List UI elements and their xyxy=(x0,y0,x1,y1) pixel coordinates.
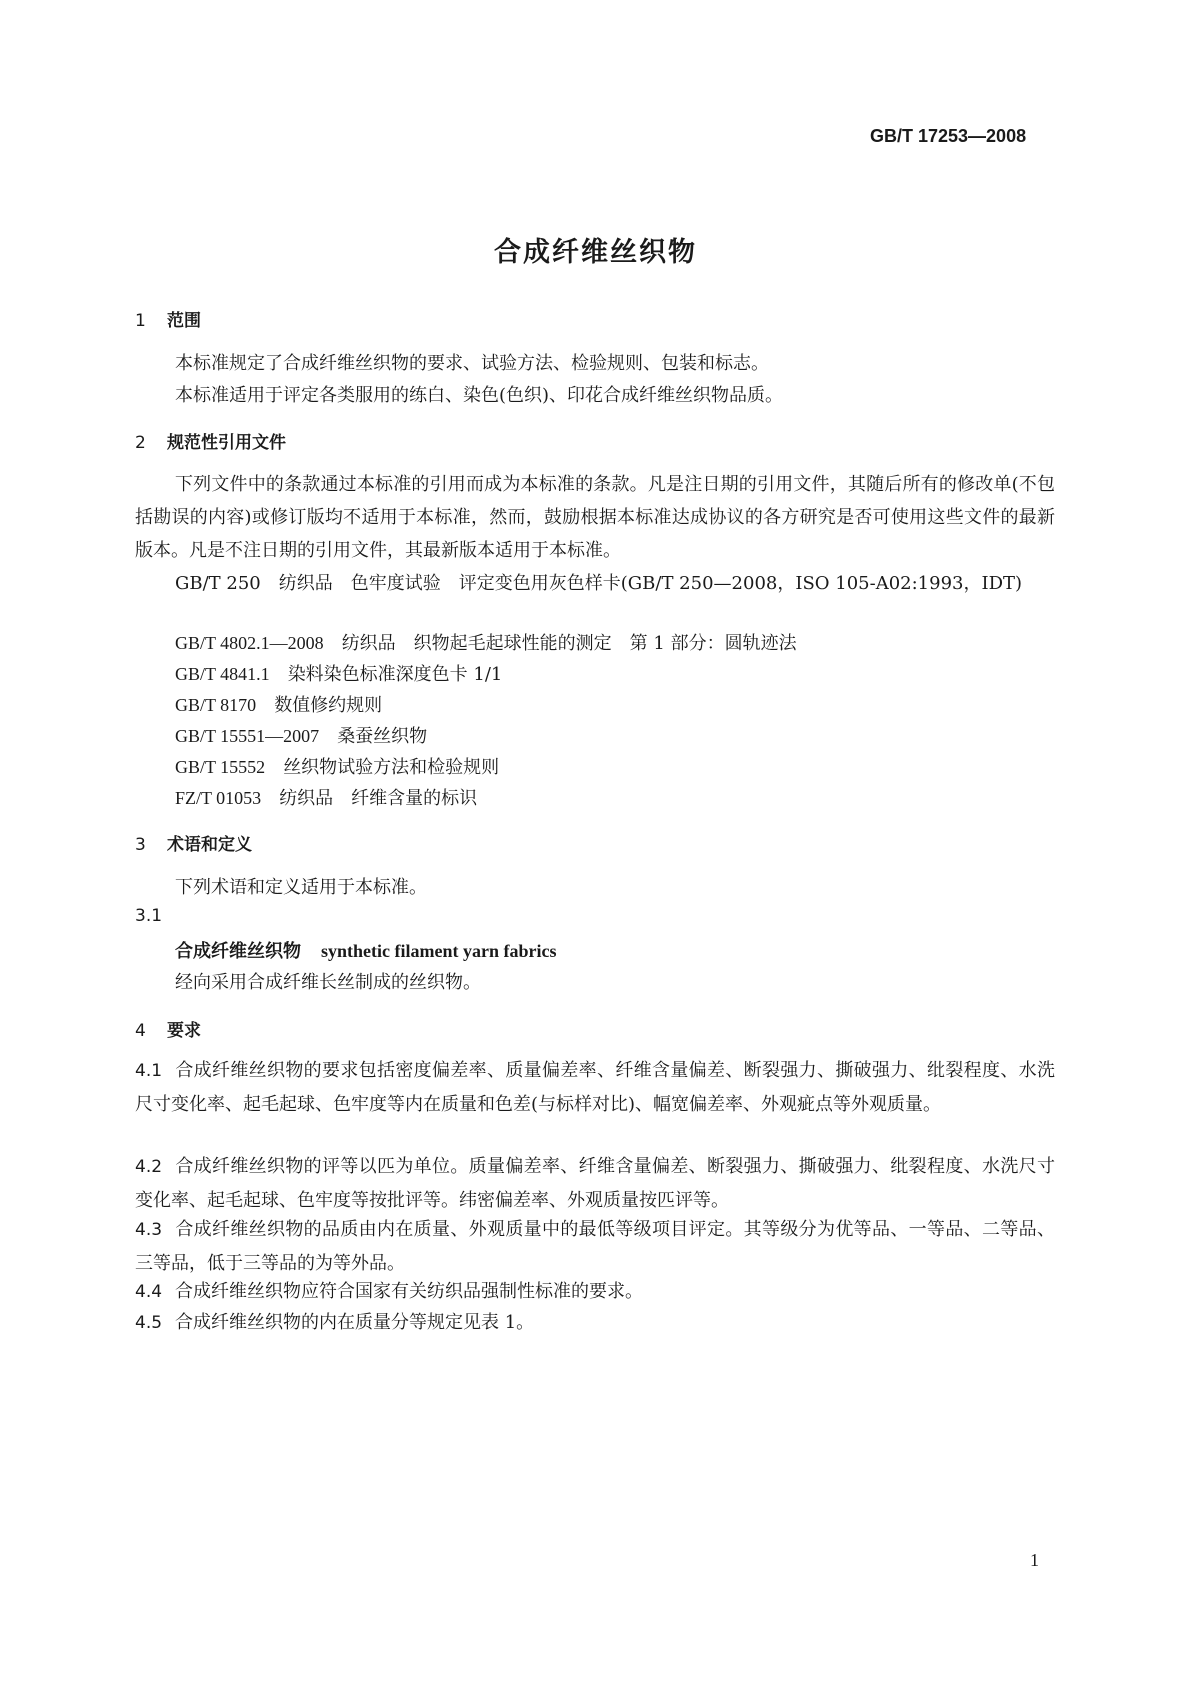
reference-title: 纺织品 织物起毛起球性能的测定 第 1 部分：圆轨迹法 xyxy=(341,633,797,654)
section-title: 要求 xyxy=(167,1021,201,1041)
reference-code: GB/T 15552 xyxy=(175,757,266,777)
clause xyxy=(135,1213,1055,1280)
reference-item xyxy=(175,784,477,810)
term-entry xyxy=(175,937,556,963)
clause xyxy=(135,1275,1055,1309)
section-heading-normative-references xyxy=(135,428,286,453)
clause xyxy=(135,1306,1055,1340)
clause-text: 合成纤维丝织物的内在质量分等规定见表 1。 xyxy=(175,1312,535,1333)
clause-number: 4.2 xyxy=(135,1157,163,1177)
clause-text: 合成纤维丝织物的品质由内在质量、外观质量中的最低等级项目评定。其等级分为优等品、一等品、二等品、三等品，低于三等品的为等外品。 xyxy=(135,1219,1055,1274)
term-english: synthetic filament yarn fabrics xyxy=(321,941,557,961)
reference-item xyxy=(175,722,427,748)
reference-item xyxy=(175,660,502,686)
clause-text: 合成纤维丝织物的要求包括密度偏差率、质量偏差率、纤维含量偏差、断裂强力、撕破强力、纰裂程度、水洗尺寸变化率、起毛起球、色牢度等内在质量和色差(与标样对比)、幅宽偏差率、外观疵点等外观质量。 xyxy=(135,1060,1055,1115)
reference-title: 丝织物试验方法和检验规则 xyxy=(283,757,500,778)
reference-item xyxy=(175,629,797,655)
clause-number: 4.1 xyxy=(135,1061,163,1081)
section-title: 规范性引用文件 xyxy=(167,433,286,453)
reference-title: 染料染色标准深度色卡 1/1 xyxy=(287,664,503,685)
section-title: 范围 xyxy=(167,311,201,331)
clause xyxy=(135,1150,1055,1217)
paragraph: 下列术语和定义适用于本标准。 xyxy=(175,877,427,898)
section-number: 3 xyxy=(135,835,146,855)
reference-title: 纺织品 纤维含量的标识 xyxy=(279,788,478,809)
reference-code: GB/T 15551—2007 xyxy=(175,726,320,746)
reference-code: GB/T 4802.1—2008 xyxy=(175,633,324,653)
reference-code: FZ/T 01053 xyxy=(175,788,262,808)
reference-code: GB/T 250 xyxy=(175,573,261,594)
section-title: 术语和定义 xyxy=(167,835,252,855)
paragraph: 本标准规定了合成纤维丝织物的要求、试验方法、检验规则、包装和标志。 xyxy=(175,353,769,374)
reference-title: 数值修约规则 xyxy=(274,695,383,716)
reference-title: 纺织品 色牢度试验 评定变色用灰色样卡(GB/T 250—2008，ISO 105-A02:1993，IDT) xyxy=(278,573,1023,594)
reference-code: GB/T 4841.1 xyxy=(175,664,270,684)
clause-number: 4.3 xyxy=(135,1220,163,1240)
section-number: 2 xyxy=(135,433,146,453)
section-number: 4 xyxy=(135,1021,146,1041)
page-number: 1 xyxy=(1030,1550,1039,1570)
clause-number: 4.5 xyxy=(135,1313,163,1333)
section-heading-requirements xyxy=(135,1016,201,1041)
term-definition: 经向采用合成纤维长丝制成的丝织物。 xyxy=(175,972,481,993)
clause-number: 4.4 xyxy=(135,1282,163,1302)
reference-item xyxy=(135,567,1055,600)
paragraph: 下列文件中的条款通过本标准的引用而成为本标准的条款。凡是注日期的引用文件，其随后所有的修改单(不包括勘误的内容)或修订版均不适用于本标准，然而，鼓励根据本标准达成协议的各方研究是否可使用这些文件的最新版本。凡是不注日期的引用文件，其最新版本适用于本标准。 xyxy=(135,474,1055,561)
paragraph: 本标准适用于评定各类服用的练白、染色(色织)、印花合成纤维丝织物品质。 xyxy=(175,385,784,406)
term-chinese: 合成纤维丝织物 xyxy=(175,941,301,962)
term-number: 3.1 xyxy=(135,906,163,926)
section-heading-terms-definitions xyxy=(135,830,252,855)
clause xyxy=(135,1054,1055,1121)
reference-code: GB/T 8170 xyxy=(175,695,257,715)
reference-title: 桑蚕丝织物 xyxy=(337,726,428,747)
reference-item xyxy=(175,691,382,717)
standard-number: GB/T 17253—2008 xyxy=(870,126,1027,146)
reference-item xyxy=(175,753,499,779)
clause-text: 合成纤维丝织物的评等以匹为单位。质量偏差率、纤维含量偏差、断裂强力、撕破强力、纰裂程度、水洗尺寸变化率、起毛起球、色牢度等按批评等。纬密偏差率、外观质量按匹评等。 xyxy=(135,1156,1055,1211)
clause-text: 合成纤维丝织物应符合国家有关纺织品强制性标准的要求。 xyxy=(175,1281,643,1302)
page-title: 合成纤维丝织物 xyxy=(494,237,697,268)
section-number: 1 xyxy=(135,311,146,331)
section-heading-scope xyxy=(135,306,201,331)
